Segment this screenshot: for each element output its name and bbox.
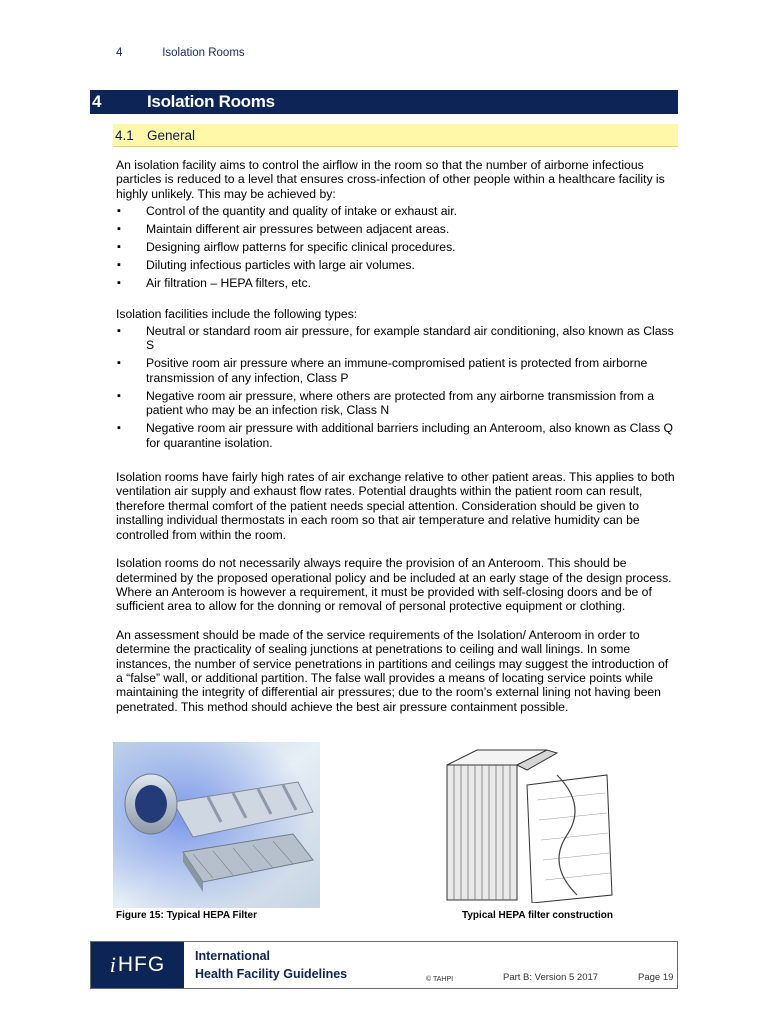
- intro-paragraph: An isolation facility aims to control the airflow in the room so that the number of airborne infectious particles is reduced to a level that ensures cross-infection of other people within a healthcare facility is highly unlikely. This may be achieved by:: [116, 158, 665, 201]
- air-exchange-paragraph: Isolation rooms have fairly high rates of air exchange relative to other patient areas. This applies to both ventilation air supply and exhaust flow rates. Potential draughts within the patient room can result, therefore thermal comfort of the patient needs special attention. Consideration should be given to installing individual thermostats in each room so that air temperature and relative humidity can be controlled from within the room.: [116, 470, 675, 542]
- body-content: [116, 158, 678, 728]
- version-label: Part B: Version 5 2017: [503, 972, 599, 983]
- list-item: ▪ Designing airflow patterns for specific clinical procedures.: [116, 240, 678, 254]
- page-footer: [90, 941, 678, 989]
- logo-text: HFG: [117, 953, 166, 976]
- methods-list: [116, 204, 678, 290]
- types-intro: Isolation facilities include the following types:: [116, 306, 358, 321]
- org-name-line1: International: [195, 949, 271, 963]
- hepa-filter-image: [113, 742, 320, 908]
- anteroom-paragraph: Isolation rooms do not necessarily always require the provision of an Anteroom. This should be determined by the proposed operational policy and be included at an early stage of the design process. Where an Anteroom is however a requirement, it must be provided with self-closing doors and be of sufficient area to allow for the donning or removal of personal protective equipment or clothing.: [116, 556, 672, 614]
- list-item: ▪ Neutral or standard room air pressure, for example standard air conditioning, also known as Class S: [116, 324, 678, 353]
- ihfg-logo: [91, 942, 184, 988]
- chapter-heading: [90, 90, 678, 114]
- running-header: [116, 47, 245, 59]
- assessment-paragraph: An assessment should be made of the service requirements of the Isolation/ Anteroom in order to determine the practicality of sealing junctions at penetrations to ceiling and wall linings. In some instances, the number of service penetrations in partitions and ceilings may suggest the introduction of a “false” wall, or additional partition. The false wall provides a means of locating service points while maintaining the integrity of differential air pressures; due to the room’s external lining not having been penetrated. This method should achieve the best air pressure containment possible.: [116, 627, 669, 714]
- figure-construction-caption: Typical HEPA filter construction: [462, 910, 613, 921]
- copyright: © TAHPI: [426, 976, 454, 983]
- list-item: ▪ Negative room air pressure, where others are protected from any airborne transmission from a patient who may be an infection risk, Class N: [116, 389, 678, 418]
- logo-letter: i: [109, 952, 117, 977]
- list-item: ▪ Maintain different air pressures between adjacent areas.: [116, 222, 678, 236]
- list-item: ▪ Positive room air pressure where an immune-compromised patient is protected from airborne transmission of any infection, Class P: [116, 356, 678, 385]
- list-item: ▪ Air filtration – HEPA filters, etc.: [116, 276, 678, 290]
- list-item: ▪ Diluting infectious particles with large air volumes.: [116, 258, 678, 272]
- hepa-construction-image: [437, 745, 619, 903]
- section-title: General: [147, 127, 196, 143]
- org-name-line2: Health Facility Guidelines: [195, 967, 348, 981]
- running-header-title: Isolation Rooms: [162, 47, 245, 59]
- chapter-number: 4: [92, 92, 102, 111]
- types-list: [116, 324, 678, 450]
- running-header-number: 4: [116, 47, 123, 59]
- chapter-title: Isolation Rooms: [147, 92, 275, 111]
- page-number: Page 19: [638, 972, 674, 983]
- list-item: ▪ Negative room air pressure with additional barriers including an Anteroom, also known as Class Q for quarantine isolation.: [116, 421, 678, 450]
- list-item: ▪ Control of the quantity and quality of intake or exhaust air.: [116, 204, 678, 218]
- figure-15-caption: Figure 15: Typical HEPA Filter: [116, 910, 257, 921]
- section-number: 4.1: [115, 127, 134, 143]
- section-heading: [113, 124, 678, 147]
